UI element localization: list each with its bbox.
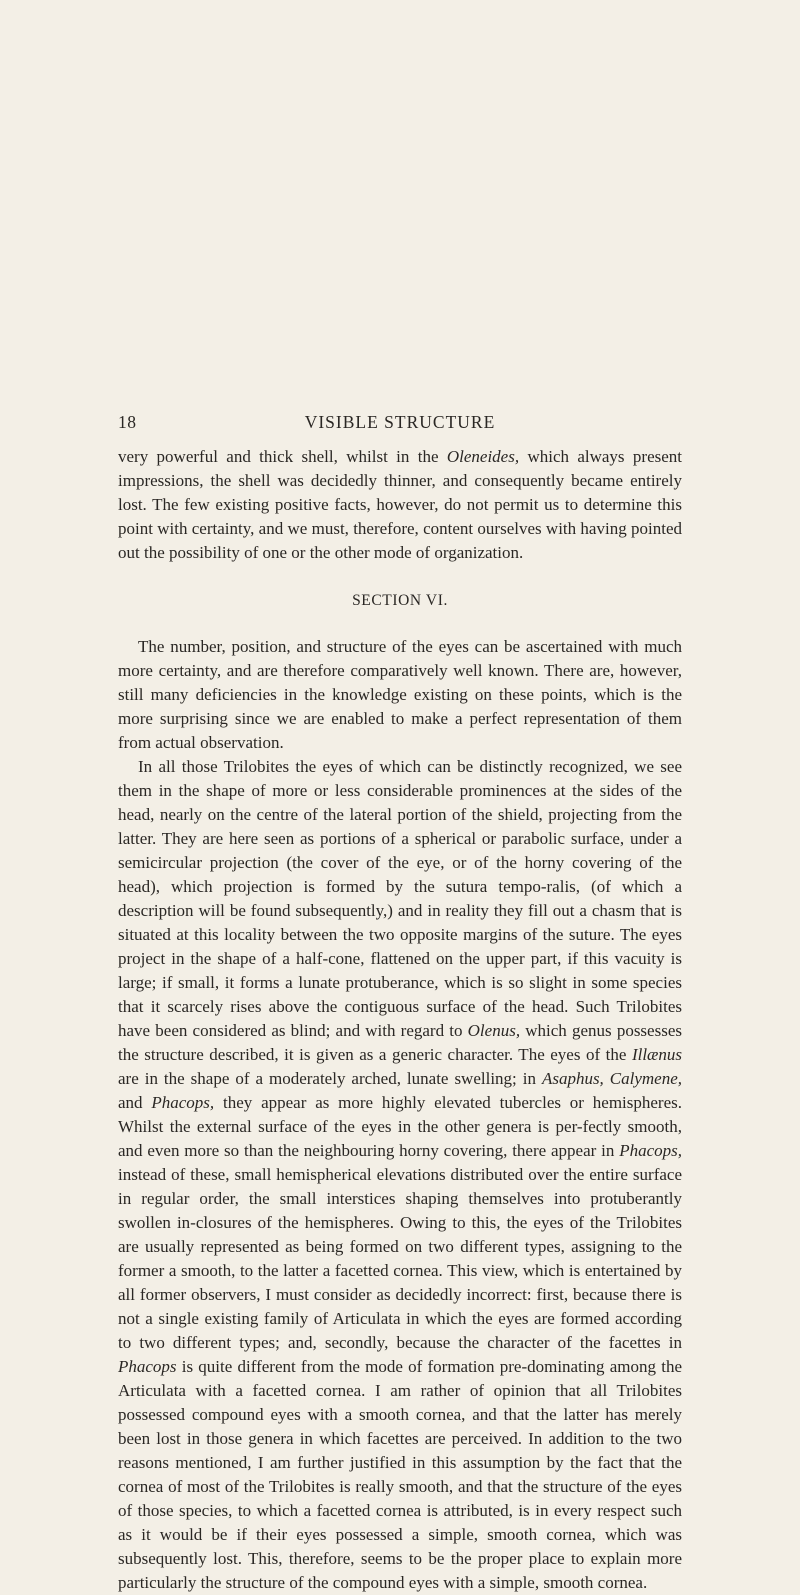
page-body [118,445,682,1595]
taxon-name: Olenus, [467,1021,521,1040]
taxon-name: Oleneides, [446,447,520,466]
running-title: VISIBLE STRUCTURE [304,412,496,432]
taxon-name: Phacops, [619,1141,682,1160]
section-heading: SECTION VI. [352,592,448,609]
page-number: 18 [118,412,137,432]
paragraph-continuation: very powerful and thick shell, whilst in the Oleneides, which always present impressions, the shell was decidedly thinner, and consequently became entirely lost. The few existing positive facts, however, do not permit us to determine this point with certainty, and we must, therefore, content ourselves with having pointed out the possibility of one or the other mode of organization. [118,447,682,562]
taxon-name: Illænus [631,1045,682,1064]
running-header [118,412,682,433]
taxon-name: Phacops [118,1357,177,1376]
paragraph: In all those Trilobites the eyes of which can be distinctly recognized, we see them in the shape of more or less considerable prominences at the sides of the head, nearly on the centre of the lateral portion of the shield, projecting from the latter. They are here seen as portions of a spherical or parabolic surface, under a semicircular projection (the cover of the eye, or of the horny covering of the head), which projection is formed by the sutura tempo-ralis, (of which a description will be found subsequently,) and in reality they fill out a chasm that is situated at this locality between the two opposite margins of the suture. The eyes project in the shape of a half-cone, flattened on the upper part, if this vacuity is large; if small, it forms a lunate protuberance, which is so slight in some species that it scarcely rises above the contiguous surface of the head. Such Trilobites have been considered as blind; and with regard to Olenus, which genus possesses the structure described, it is given as a generic character. The eyes of the Illænus are in the shape of a moderately arched, lunate swelling; in Asaphus, Calymene, and Phacops, they appear as more highly elevated tubercles or hemispheres. Whilst the external surface of the eyes in the other genera is per-fectly smooth, and even more so than the neighbouring horny covering, there appear in Phacops, instead of these, small hemispherical elevations distributed over the entire surface in regular order, the small interstices shaping themselves into protuberantly swollen in-closures of the hemispheres. Owing to this, the eyes of the Trilobites are usually represented as being formed on two different types, assigning to the former a smooth, to the latter a facetted cornea. This view, which is entertained by all former observers, I must consider as decidedly incorrect: first, because there is not a single existing family of Articulata in which the eyes are formed according to two different types; and, secondly, because the character of the facettes in Phacops is quite different from the mode of formation pre-dominating among the Articulata with a facetted cornea. I am rather of opinion that all Trilobites possessed compound eyes with a smooth cornea, and that the latter has merely been lost in those genera in which facettes are perceived. In addition to the two reasons mentioned, I am further justified in this assumption by the fact that the cornea of most of the Trilobites is really smooth, and that the structure of the eyes of those species, to which a facetted cornea is attributed, is in every respect such as it would be if their eyes possessed a simple, smooth cornea, which was subsequently lost. This, therefore, seems to be the proper place to explain more particularly the structure of the compound eyes with a simple, smooth cornea. [118,757,683,1592]
paragraph: The number, position, and structure of the eyes can be ascertained with much more certainty, and are therefore comparatively well known. There are, however, still many deficiencies in the knowledge existing on these points, which is the more surprising since we are enabled to make a perfect representation of them from actual observation. [118,637,682,752]
taxon-name: Asaphus, Calymene, [541,1069,682,1088]
taxon-name: Phacops, [151,1093,215,1112]
